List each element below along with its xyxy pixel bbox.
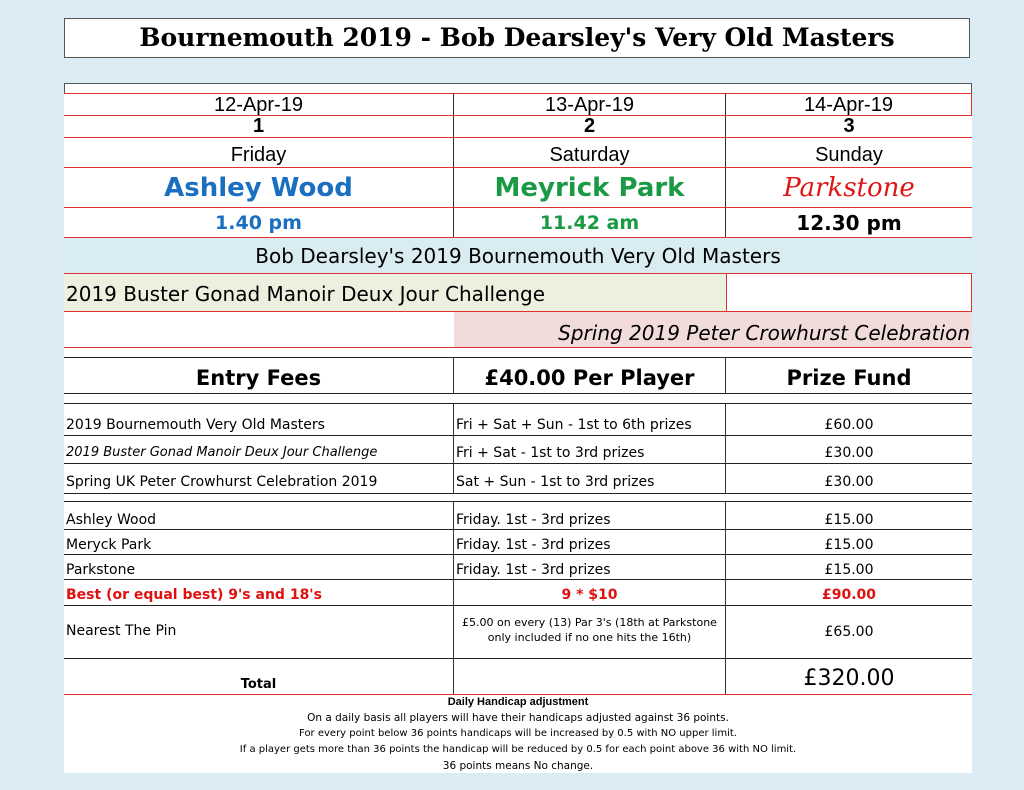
prize-desc: 9 * $10 [454,579,726,605]
round-number-row [64,115,972,137]
page-title: Bournemouth 2019 - Bob Dearsley's Very Old Masters [64,18,970,58]
prize-desc: Fri + Sat - 1st to 3rd prizes [454,435,726,463]
spacer [64,347,972,357]
handicap-line-3: If a player gets more than 36 points the handicap will be reduced by 0.5 for each point above 36 with NO limit. [239,744,797,755]
banner-spring-row [64,311,972,347]
prize-row [64,579,972,605]
prize-row [64,463,972,493]
banner-spring: Spring 2019 Peter Crowhurst Celebration [454,311,972,347]
round-number-1: 1 [64,115,454,137]
banner-challenge: 2019 Buster Gonad Manoir Deux Jour Challenge [64,273,726,311]
venue-meyrick-park: Meyrick Park [454,167,726,207]
spacer-line [64,347,972,357]
prize-desc: Fri + Sat + Sun - 1st to 6th prizes [454,403,726,435]
prize-fund-label: Prize Fund [726,357,972,393]
prize-name: 2019 Bournemouth Very Old Masters [64,403,454,435]
prize-amount: £30.00 [726,463,972,493]
prize-amount: £15.00 [726,554,972,579]
tee-time-3: 12.30 pm [726,207,972,237]
price-per-player: £40.00 Per Player [454,357,726,393]
prize-row [64,529,972,554]
date-day1: 12-Apr-19 [64,93,454,115]
date-day2: 13-Apr-19 [454,93,726,115]
prize-amount: £65.00 [726,605,972,658]
entry-fees-label: Entry Fees [64,357,454,393]
prize-name: Spring UK Peter Crowhurst Celebration 2019 [64,463,454,493]
banner-main-row [64,237,972,273]
prize-row [64,605,972,658]
spacer2 [64,393,972,403]
handicap-heading: Daily Handicap adjustment [447,696,589,708]
banner-challenge-row [64,273,972,311]
banner-main: Bob Dearsley's 2019 Bournemouth Very Old Masters [64,237,972,273]
banner-spring-empty [64,311,454,347]
handicap-line-4: 36 points means No change. [442,760,594,772]
spacer3-line [64,493,972,501]
prize-row [64,435,972,463]
prize-name: Ashley Wood [64,501,454,529]
handicap-line-1: On a daily basis all players will have their handicaps adjusted against 36 points. [307,712,729,724]
prize-amount: £15.00 [726,529,972,554]
tee-time-row [64,207,972,237]
venue-parkstone: Parkstone [726,167,972,207]
prize-desc: Friday. 1st - 3rd prizes [454,554,726,579]
prize-name: 2019 Buster Gonad Manoir Deux Jour Challenge [64,435,454,463]
prize-amount: £90.00 [726,579,972,605]
prize-name: Parkstone [64,554,454,579]
weekday-row [64,137,972,167]
tee-time-2: 11.42 am [454,207,726,237]
prize-desc: £5.00 on every (13) Par 3's (18th at Parkstone only included if no one hits the 16th) [454,605,726,658]
prize-amount: £15.00 [726,501,972,529]
prize-row [64,501,972,529]
total-amount: £320.00 [726,658,972,694]
prize-desc: Friday. 1st - 3rd prizes [454,529,726,554]
tee-time-1: 1.40 pm [64,207,454,237]
total-label: Total [64,658,454,694]
prize-amount: £60.00 [726,403,972,435]
venue-row [64,167,972,207]
total-empty [454,658,726,694]
prize-name: Best (or equal best) 9's and 18's [64,579,454,605]
round-number-2: 2 [454,115,726,137]
weekday-1: Friday [64,137,454,167]
round-number-3: 3 [726,115,972,137]
spacer3 [64,493,972,501]
prize-name: Meryck Park [64,529,454,554]
fees-header-row [64,357,972,393]
prize-row [64,403,972,435]
prize-desc: Friday. 1st - 3rd prizes [454,501,726,529]
dates-row [64,93,972,115]
handicap-line-2: For every point below 36 points handicaps will be increased by 0.5 with NO upper limit. [299,728,737,739]
venue-ashley-wood: Ashley Wood [64,167,454,207]
date-day3: 14-Apr-19 [726,93,972,115]
banner-challenge-empty [726,273,972,311]
total-row [64,658,972,694]
schedule-sheet [64,83,972,773]
prize-amount: £30.00 [726,435,972,463]
prize-desc: Sat + Sun - 1st to 3rd prizes [454,463,726,493]
weekday-3: Sunday [726,137,972,167]
prize-row [64,554,972,579]
prize-name: Nearest The Pin [64,605,454,658]
weekday-2: Saturday [454,137,726,167]
spacer2-line [64,393,972,403]
